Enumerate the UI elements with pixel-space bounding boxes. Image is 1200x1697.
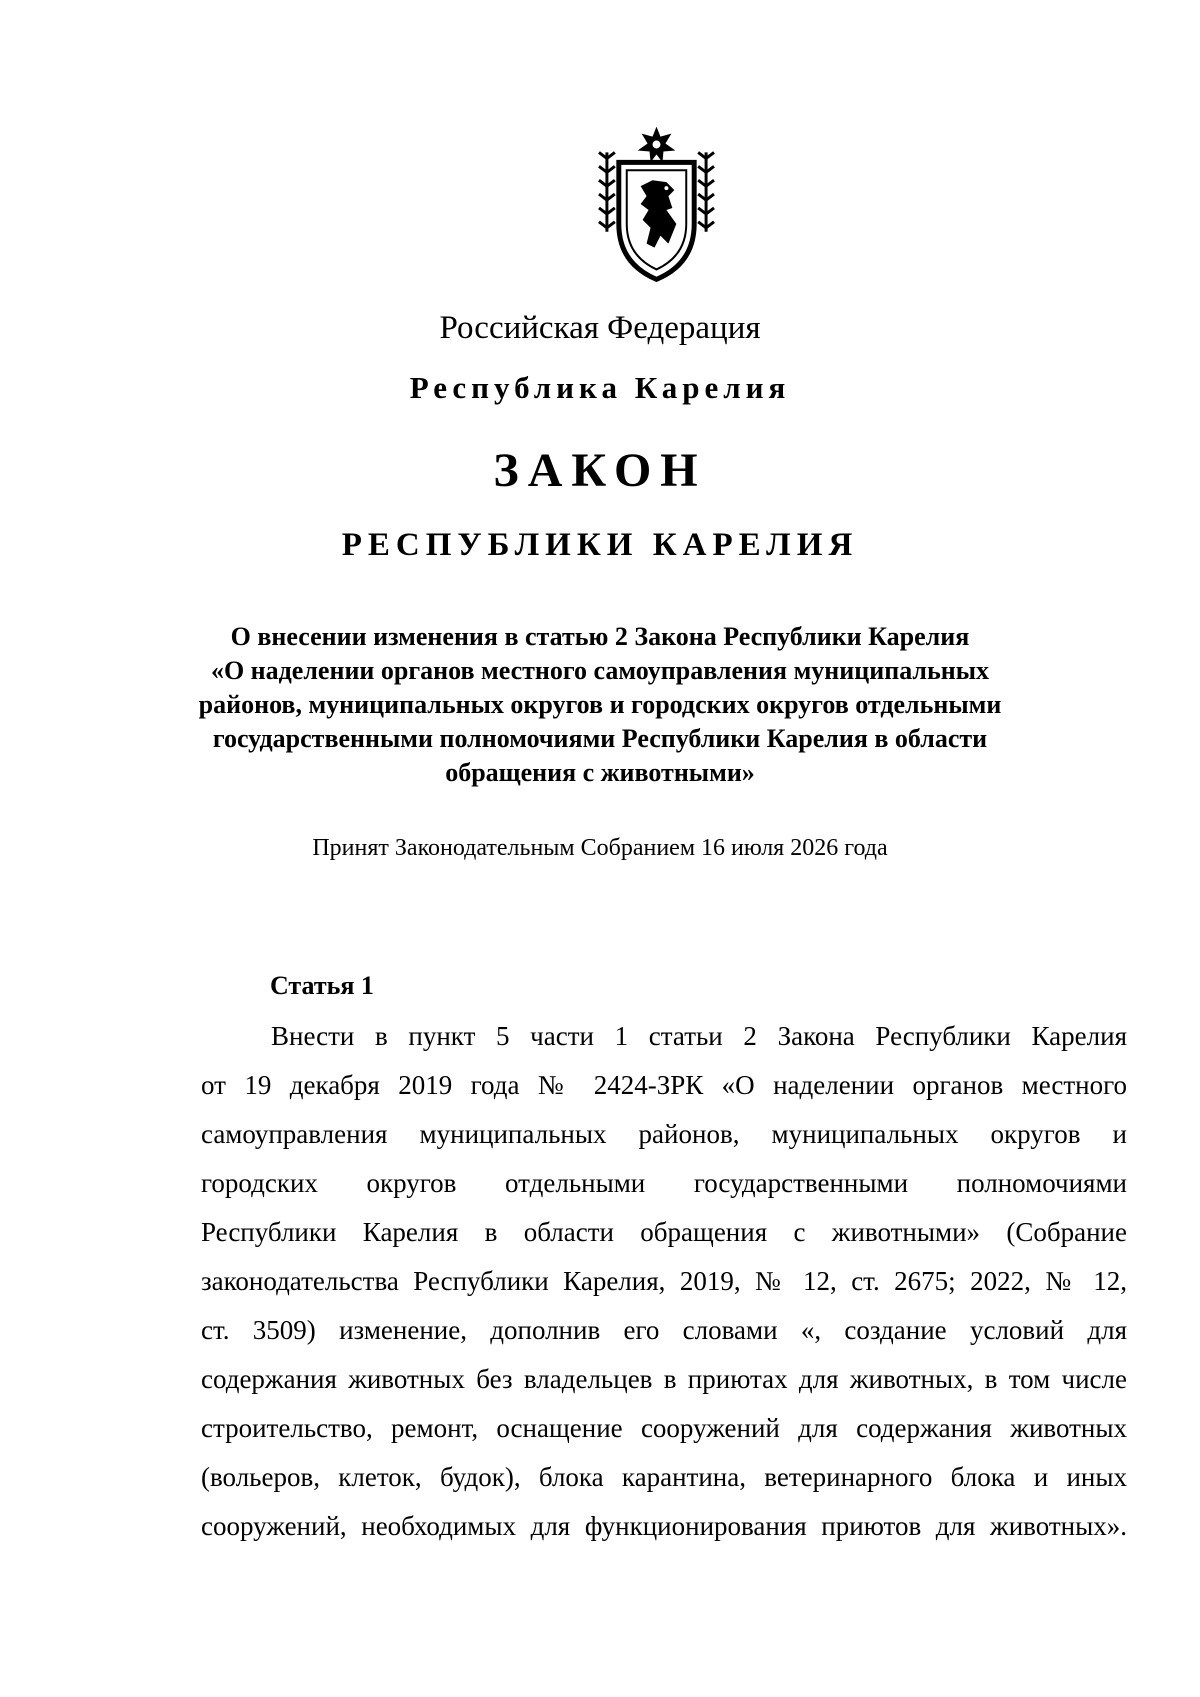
article-line: строительство, ремонт, оснащение сооружений для содержания животных: [201, 1413, 1127, 1443]
law-title-line: районов, муниципальных округов и городских округов отдельными: [198, 690, 1002, 719]
article-line: Внести в пункт 5 части 1 статьи 2 Закона Республики Карелия: [271, 1021, 1127, 1051]
article-line: самоуправления муниципальных районов, муниципальных округов и: [201, 1119, 1127, 1149]
karelia-coat-of-arms-icon: [597, 124, 716, 284]
law-title-line: О внесении изменения в статью 2 Закона Республики Карелия: [230, 622, 970, 651]
article-line: сооружений, необходимых для функционирования приютов для животных».: [201, 1511, 1127, 1541]
article-line: от 19 декабря 2019 года № 2424-ЗРК «О наделении органов местного: [201, 1070, 1127, 1100]
adoption-note: Принят Законодательным Собранием 16 июля 2026 года: [312, 835, 888, 861]
republic-name: Республика Карелия: [409, 370, 791, 405]
article-heading: Статья 1: [270, 971, 374, 1000]
document-issuer: РЕСПУБЛИКИ КАРЕЛИЯ: [341, 527, 859, 563]
article-line: законодательства Республики Карелия, 2019, № 12, ст. 2675; 2022, № 12,: [201, 1266, 1127, 1296]
document-type: ЗАКОН: [493, 444, 707, 497]
country-name: Российская Федерация: [439, 310, 761, 346]
article-line: содержания животных без владельцев в приютах для животных, в том числе: [201, 1364, 1127, 1394]
article-body: [201, 1012, 1127, 1551]
law-title-line: государственными полномочиями Республики Карелия в области: [212, 724, 988, 753]
article-line: Республики Карелия в области обращения с животными» (Собрание: [201, 1217, 1127, 1247]
article-line: городских округов отдельными государственными полномочиями: [201, 1168, 1127, 1198]
article-line: ст. 3509) изменение, дополнив его словами «, создание условий для: [201, 1315, 1127, 1345]
article-line: (вольеров, клеток, будок), блока карантина, ветеринарного блока и иных: [201, 1462, 1127, 1492]
law-title: [0, 620, 1200, 790]
law-title-line: обращения с животными»: [445, 758, 755, 787]
law-title-line: «О наделении органов местного самоуправления муниципальных: [210, 656, 990, 685]
